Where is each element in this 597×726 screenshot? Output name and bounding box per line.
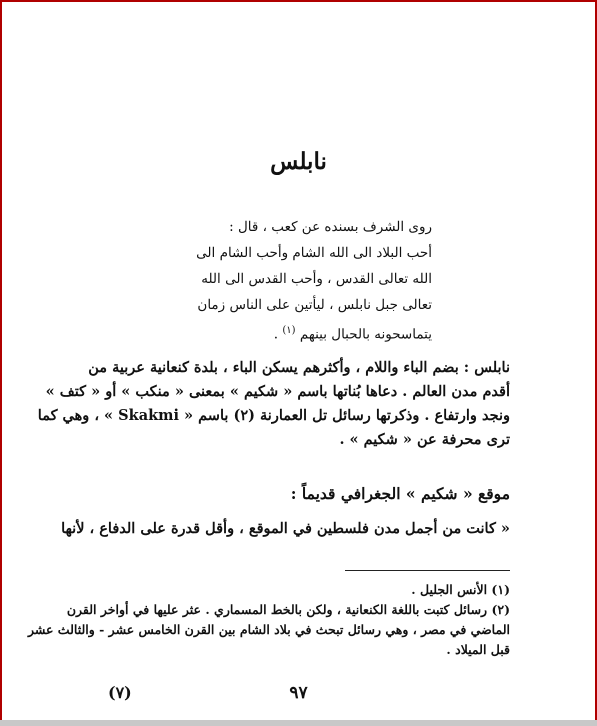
paragraph-line: « كانت من أجمل مدن فلسطين في الموقع ، وأقل قدرة على الدفاع ، لأنها [61,520,510,537]
quote-line-last [127,318,432,348]
quote-line: الله تعالى القدس ، وأحب القدس الى الله [201,271,432,287]
quote-block [127,214,432,348]
footnote-line: الماضي في مصر ، وهي رسائل تبحث في بلاد الشام بين القرن الخامس عشر - والثالث عشر [27,622,510,637]
footnote-line: قبل الميلاد . [446,642,510,657]
footnote-ref: (١) [282,325,296,336]
quote-line: تعالى جبل نابلس ، ليأتين على الناس زمان [197,297,432,313]
body-line: ونجد وارتفاع . وذكرتها رسائل تل العمارنة (٢) باسم « Skakmi » ، وهي كما [37,407,510,424]
page-title: نابلس [270,148,327,175]
body-line: أقدم مدن العالم . دعاها بُناتها باسم « شكيم » بمعنى « منكب » أو « كتف » [45,383,510,400]
page-number: ٩٧ [289,683,308,703]
footnotes [27,580,510,660]
body-line: ترى محرفة عن « شكيم » . [339,431,510,448]
chapter-marker: (٧) [108,683,132,702]
body-line: نابلس : بضم الباء واللام ، وأكثرهم يسكن الباء ، بلدة كنعانية عربية من [88,359,510,376]
quote-line-text: يتماسحونه بالحبال بينهم [299,326,432,343]
section-heading: موقع « شكيم » الجغرافي قديماً : [290,484,510,503]
quote-line: روى الشرف بسنده عن كعب ، قال : [229,219,432,235]
quote-end: . [273,326,279,343]
body-paragraph [37,356,510,452]
page-bottom-edge [0,720,597,726]
footnote-line: (٢) رسائل كتبت باللغة الكنعانية ، ولكن بالخط المسماري . عثر عليها في أواخر القرن [66,602,510,617]
footnote-divider [345,570,510,571]
quote-line: أحب البلاد الى الله الشام وأحب الشام الى [196,245,432,261]
footnote-line: (١) الأنس الجليل . [411,582,510,597]
